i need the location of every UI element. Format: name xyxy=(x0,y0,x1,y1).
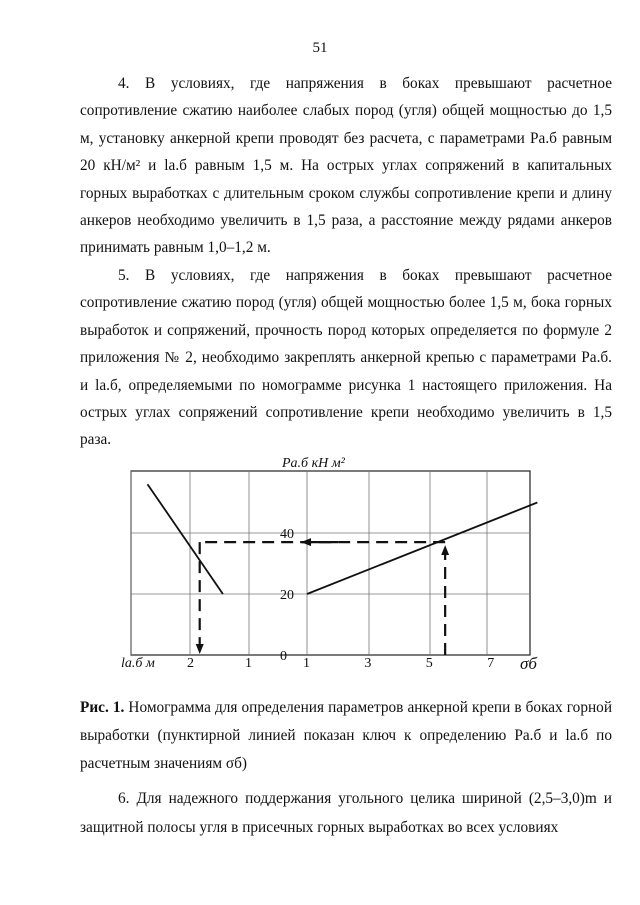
right-axis-tick: 5 xyxy=(425,656,433,671)
y-tick-label: 0 xyxy=(280,649,287,664)
page-number: 51 xyxy=(312,40,328,56)
chart-frame xyxy=(131,471,530,655)
chart-key xyxy=(200,542,445,655)
left-axis-label: lа.б м xyxy=(121,656,155,671)
right-axis-tick: 7 xyxy=(487,656,495,671)
series-line-pressure xyxy=(307,503,537,595)
chart-series xyxy=(148,484,538,594)
left-axis-tick: 1 xyxy=(245,656,252,671)
figure-caption xyxy=(80,694,612,778)
y-tick-label: 20 xyxy=(280,588,294,603)
chart-grid xyxy=(131,471,530,655)
chart-labels xyxy=(187,527,494,671)
series-line-length xyxy=(148,484,223,594)
caption-text: Номограмма для определения параметров анкерной крепи в боках горной выработки (пунктирной линией показан ключ к определению Pа.б и lа.б по расчетным значениям σб) xyxy=(80,699,612,772)
right-axis-label: σб xyxy=(520,654,537,673)
right-axis-tick: 3 xyxy=(364,656,372,671)
paragraph-6: 6. Для надежного поддержания угольного целика шириной (2,5–3,0)m и защитной полосы угля в присечных горных выработках во всех условиях xyxy=(80,790,612,836)
y-tick-label: 40 xyxy=(280,527,294,542)
left-axis-tick: 2 xyxy=(187,656,194,671)
right-axis-tick: 1 xyxy=(303,656,310,671)
paragraph-4: 4. В условиях, где напряжения в боках превышают расчетное сопротивление сжатию наиболее слабых пород (угля) общей мощностью до 1,5 м, установку анкерной крепи проводят без расчета, с параметрами Pа.б равным 20 кН/м² и lа.б равным 1,5 м. На острых углах сопряжений в капитальных горных выработках с длительным сроком службы сопротивление крепи и длину анкеров необходимо увеличить в 1,5 раза, а расстояние между рядами анкеров принимать равным 1,0–1,2 м. xyxy=(80,75,612,257)
caption-label: Рис. 1. xyxy=(80,699,125,716)
paragraph-5: 5. В условиях, где напряжения в боках превышают расчетное сопротивление сжатию пород (угля) общей мощностью более 1,5 м, бока горных выработок и сопряжений, прочность пород которых определяется по формуле 2 приложения № 2, необходимо закреплять анкерной крепью с параметрами Pа.б. и lа.б, определяемыми по номограмме рисунка 1 настоящего приложения. На острых углах сопряжений сопротивление крепи необходимо увеличить в 1,5 раза. xyxy=(80,267,612,449)
y-axis-label: Pа.б кН м² xyxy=(282,456,345,471)
